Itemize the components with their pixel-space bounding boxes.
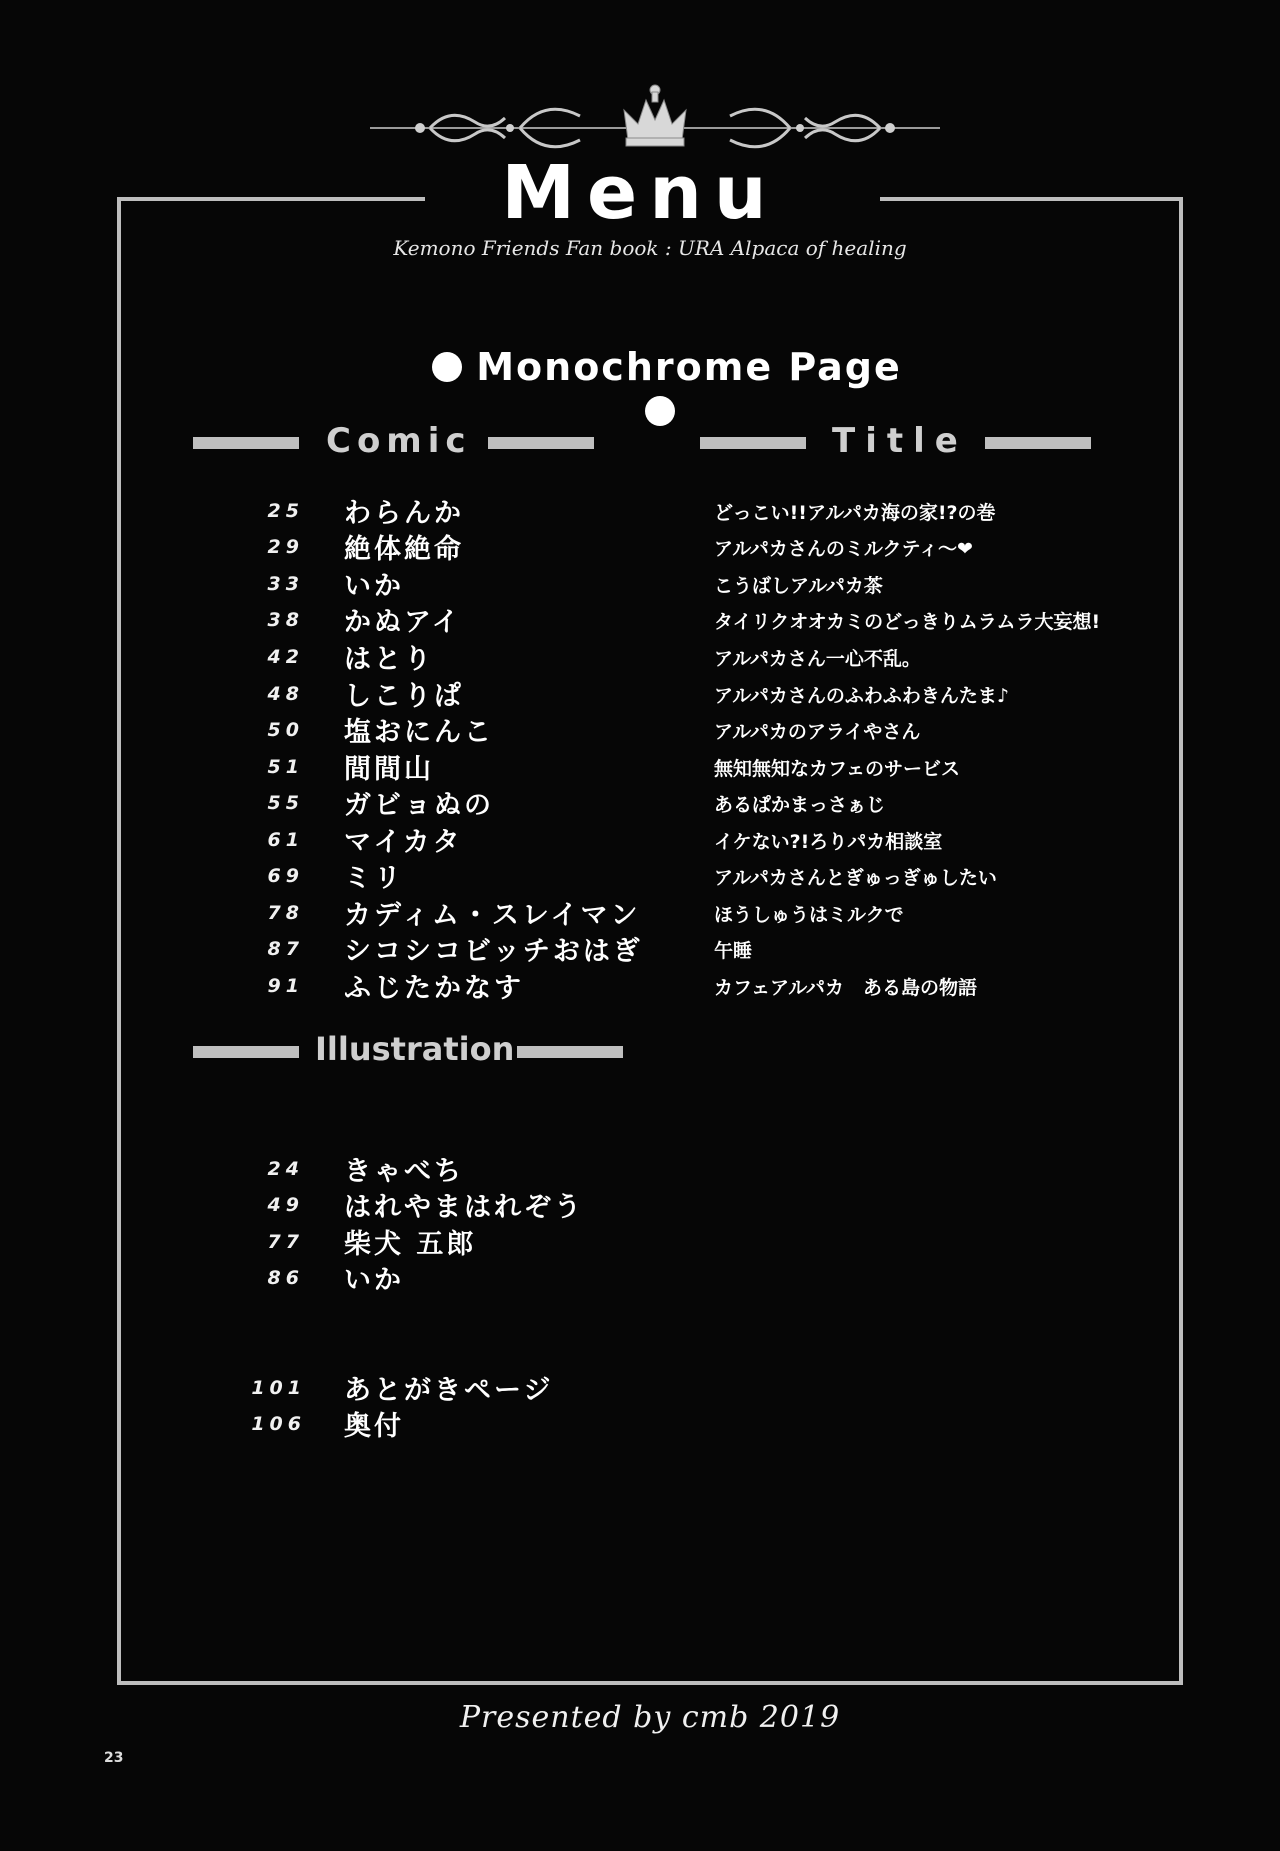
- comic-artist: わらんか: [344, 498, 464, 529]
- bullet-dot-icon: [432, 352, 462, 382]
- comic-heading: Comic: [326, 421, 472, 461]
- frame-left: [117, 197, 121, 1685]
- comic-artist: 間間山: [344, 754, 434, 785]
- comic-artist: 塩おにんこ: [344, 717, 494, 748]
- illustration-artist: いか: [344, 1265, 404, 1296]
- illustration-page-number: 86: [267, 1267, 304, 1289]
- comic-title: どっこい!!アルパカ海の家!?の巻: [714, 502, 996, 524]
- comic-title: アルパカのアライやさん: [714, 721, 921, 743]
- comic-title: アルパカさんのミルクティ～❤: [714, 538, 973, 560]
- illustration-bar-left: [193, 1046, 299, 1058]
- illustration-artist: きゃべち: [344, 1156, 464, 1187]
- comic-page-number: 48: [267, 683, 304, 705]
- frame-top-left: [117, 197, 425, 201]
- illustration-artist: 柴犬 五郎: [344, 1229, 477, 1260]
- comic-page-number: 50: [267, 719, 304, 741]
- illustration-heading: Illustration: [315, 1030, 515, 1068]
- comic-title: 午睡: [714, 940, 753, 962]
- credits-footer: Presented by cmb 2019: [459, 1700, 841, 1735]
- comic-title: イケない?!ろりパカ相談室: [714, 831, 943, 853]
- comic-artist: しこりぱ: [344, 681, 464, 712]
- comic-page-number: 61: [267, 829, 304, 851]
- comic-title: ほうしゅうはミルクで: [714, 904, 904, 926]
- comic-page-number: 51: [267, 756, 304, 778]
- illustration-artist: はれやまはれぞう: [344, 1192, 584, 1223]
- comic-title: アルパカさん一心不乱。: [714, 648, 921, 670]
- section-heading: [390, 345, 930, 433]
- comic-artist: カディム・スレイマン: [344, 900, 641, 931]
- comic-artist: かぬアイ: [344, 607, 462, 638]
- bullet-dot-icon: [645, 396, 675, 426]
- title-heading: Title: [832, 421, 968, 461]
- comic-artist: いか: [344, 571, 404, 602]
- comic-page-number: 55: [267, 792, 304, 814]
- frame-bottom: [117, 1681, 1183, 1685]
- comic-page-number: 29: [267, 536, 304, 558]
- comic-artist: 絶体絶命: [344, 534, 464, 565]
- page-number: 23: [104, 1750, 124, 1766]
- comic-page-number: 42: [267, 646, 304, 668]
- comic-title: あるぱかまっさぁじ: [714, 794, 886, 816]
- comic-page-number: 25: [267, 500, 304, 522]
- comic-page-number: 91: [267, 975, 304, 997]
- comic-title: タイリクオオカミのどっきりムラムラ大妄想!: [714, 611, 1101, 633]
- frame-top-right: [880, 197, 1183, 201]
- extra-page-number: 106: [251, 1413, 306, 1435]
- crown-ornament-icon: [360, 80, 950, 155]
- comic-artist: ふじたかなす: [344, 973, 524, 1004]
- title-bar-left: [700, 437, 806, 449]
- comic-page-number: 78: [267, 902, 304, 924]
- frame-right: [1179, 197, 1183, 1685]
- comic-title: こうばしアルパカ茶: [714, 575, 883, 597]
- page-subtitle: Kemono Friends Fan book : URA Alpaca of healing: [393, 236, 907, 260]
- comic-artist: ガビョぬの: [344, 790, 494, 821]
- comic-title: 無知無知なカフェのサービス: [714, 758, 961, 780]
- section-heading-label: Monochrome Page: [476, 345, 902, 389]
- comic-title: カフェアルパカ ある島の物語: [714, 977, 977, 999]
- comic-artist: シコシコビッチおはぎ: [344, 936, 643, 967]
- comic-page-number: 87: [267, 938, 304, 960]
- extra-page-number: 101: [251, 1377, 306, 1399]
- comic-artist: はとり: [344, 644, 434, 675]
- comic-page-number: 38: [267, 609, 304, 631]
- illustration-bar-right: [517, 1046, 623, 1058]
- comic-page-number: 33: [267, 573, 304, 595]
- comic-title: アルパカさんのふわふわきんたま♪: [714, 685, 1010, 707]
- illustration-page-number: 24: [267, 1158, 304, 1180]
- illustration-page-number: 77: [267, 1231, 304, 1253]
- illustration-page-number: 49: [267, 1194, 304, 1216]
- page-title: Menu: [501, 150, 779, 236]
- comic-artist: ミリ: [344, 863, 404, 894]
- comic-title: アルパカさんとぎゅっぎゅしたい: [714, 867, 997, 889]
- comic-bar-left: [193, 437, 299, 449]
- comic-bar-right: [488, 437, 594, 449]
- extra-label: あとがきページ: [344, 1375, 554, 1406]
- title-bar-right: [985, 437, 1091, 449]
- comic-artist: マイカタ: [344, 827, 463, 858]
- extra-label: 奥付: [344, 1411, 404, 1442]
- comic-page-number: 69: [267, 865, 304, 887]
